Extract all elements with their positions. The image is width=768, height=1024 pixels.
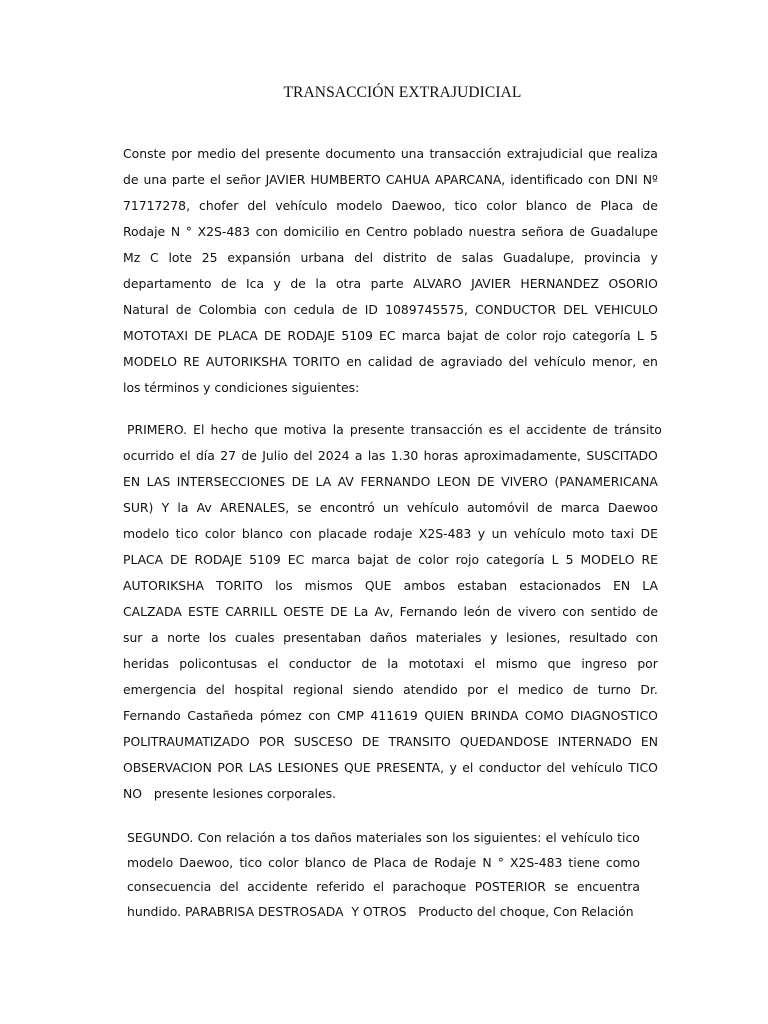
paragraph-line: ocurrido el día 27 de Julio del 2024 a las 1.30 horas aproximadamente, SUSCITADO — [123, 448, 658, 463]
document-title: TRANSACCIÓN EXTRAJUDICIAL — [283, 84, 522, 101]
paragraph-line: Rodaje N ° X2S-483 con domicilio en Centro poblado nuestra señora de Guadalupe — [123, 224, 658, 239]
paragraph-line: sur a norte los cuales presentaban daños materiales y lesiones, resultado con — [123, 630, 658, 645]
paragraph-line: SUR) Y la Av ARENALES, se encontró un vehículo automóvil de marca Daewoo — [123, 500, 658, 515]
paragraph-primero — [123, 417, 662, 807]
paragraph-line: hundido. PARABRISA DESTROSADA Y OTROS Producto del choque, Con Relación — [127, 903, 634, 919]
paragraph-line: AUTORIKSHA TORITO los mismos QUE ambos estaban estacionados EN LA — [123, 578, 658, 593]
paragraph-line: modelo tico color blanco con placade rodaje X2S-483 y un vehículo moto taxi DE — [123, 526, 658, 541]
paragraph-line: 71717278, chofer del vehículo modelo Daewoo, tico color blanco de Placa de — [123, 198, 658, 213]
paragraph-line: PLACA DE RODAJE 5109 EC marca bajat de color rojo categoría L 5 MODELO RE — [123, 552, 658, 567]
paragraph-line: Natural de Colombia con cedula de ID 1089745575, CONDUCTOR DEL VEHICULO — [123, 302, 658, 317]
paragraph-line: de una parte el señor JAVIER HUMBERTO CAHUA APARCANA, identificado con DNI Nº — [123, 172, 658, 187]
paragraph-line: los términos y condiciones siguientes: — [123, 380, 360, 395]
paragraph-line: PRIMERO. El hecho que motiva la presente transacción es el accidente de tránsito — [127, 422, 662, 437]
paragraph-segundo — [127, 826, 640, 924]
paragraph-line: heridas policontusas el conductor de la mototaxi el mismo que ingreso por — [123, 656, 658, 671]
paragraph-line: modelo Daewoo, tico color blanco de Placa de Rodaje N ° X2S-483 tiene como — [127, 854, 640, 870]
paragraph-line: CALZADA ESTE CARRILL OESTE DE La Av, Fernando león de vivero con sentido de — [123, 604, 658, 619]
paragraph-line: NO presente lesiones corporales. — [123, 786, 336, 801]
paragraph-line: Fernando Castañeda pómez con CMP 411619 QUIEN BRINDA COMO DIAGNOSTICO — [123, 708, 658, 723]
paragraph-line: departamento de Ica y de la otra parte ALVARO JAVIER HERNANDEZ OSORIO — [123, 276, 658, 291]
paragraph-line: EN LAS INTERSECCIONES DE LA AV FERNANDO LEON DE VIVERO (PANAMERICANA — [123, 474, 658, 489]
paragraph-line: consecuencia del accidente referido el parachoque POSTERIOR se encuentra — [127, 879, 640, 894]
paragraph-line: SEGUNDO. Con relación a tos daños materiales son los siguientes: el vehículo tico — [127, 830, 640, 845]
paragraph-line: MOTOTAXI DE PLACA DE RODAJE 5109 EC marca bajat de color rojo categoría L 5 — [123, 328, 658, 343]
paragraph-intro — [123, 141, 658, 401]
paragraph-line: emergencia del hospital regional siendo atendido por el medico de turno Dr. — [123, 682, 658, 697]
paragraph-line: Conste por medio del presente documento una transacción extrajudicial que realiza — [123, 146, 658, 161]
paragraph-line: OBSERVACION POR LAS LESIONES QUE PRESENTA, y el conductor del vehículo TICO — [123, 760, 658, 775]
paragraph-line: MODELO RE AUTORIKSHA TORITO en calidad de agraviado del vehículo menor, en — [123, 354, 658, 369]
paragraph-line: Mz C lote 25 expansión urbana del distrito de salas Guadalupe, provincia y — [123, 250, 658, 265]
paragraph-line: POLITRAUMATIZADO POR SUSCESO DE TRANSITO QUEDANDOSE INTERNADO EN — [123, 734, 658, 749]
